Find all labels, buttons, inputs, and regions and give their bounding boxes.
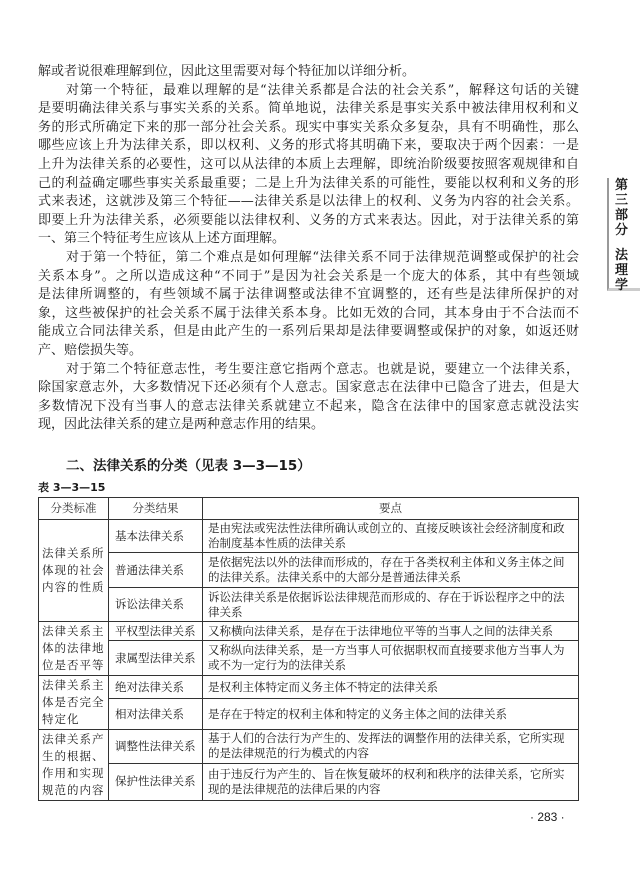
body-line: 对于第一个特征，第二个难点是如何理解“法律关系不同于法律规范调整或保护的社会 <box>66 250 579 265</box>
point-cell: 由于违反行为产生的、旨在恢复破坏的权利和秩序的法律关系，它所实现的是法律规范的法律后果的内容 <box>203 763 579 800</box>
table-row <box>39 553 579 588</box>
table-caption: 表 3—3—15 <box>38 481 106 494</box>
table-row <box>39 588 579 622</box>
table-row <box>39 730 579 764</box>
header-criterion: 分类标准 <box>39 498 109 520</box>
body-line: 是要明确法律关系与事实关系的关系。简单地说，法律关系是事实关系中被法律用权利和义 <box>38 101 579 117</box>
table-row <box>39 676 579 699</box>
body-line: 式来表述，这就涉及第三个特征——法律关系是以法律上的权利、义务为内容的社会关系。 <box>38 194 579 210</box>
point-cell: 又称横向法律关系，是存在于法律地位平等的当事人之间的法律关系 <box>203 622 579 641</box>
result-cell: 绝对法律关系 <box>109 676 203 699</box>
result-cell: 诉讼法律关系 <box>109 588 203 622</box>
point-cell: 是依据宪法以外的法律而形成的，存在于各类权利主体和义务主体之间的法律关系。法律关系中的大部分是普通法律关系 <box>203 553 579 588</box>
criterion-cell: 法律关系主体是否完全特定化 <box>39 676 109 730</box>
result-cell: 平权型法律关系 <box>109 622 203 641</box>
table-row <box>39 622 579 641</box>
page-number: · 283 · <box>530 810 565 824</box>
criterion-cell: 法律关系主体的法律地位是否平等 <box>39 622 109 676</box>
body-line: 己的利益确定哪些事实关系最重要；二是上升为法律关系的可能性，要能以权利和义务的形 <box>38 175 579 191</box>
body-line: 象，这些被保护的社会关系不属于法律关系本身。比如无效的合同，其本身由于不合法而不 <box>38 305 579 321</box>
section-heading: 二、法律关系的分类（见表 3—3—15） <box>66 458 311 474</box>
result-cell: 隶属型法律关系 <box>109 641 203 676</box>
table-header-row <box>39 498 579 520</box>
point-cell: 诉讼法律关系是依据诉讼法律规范而形成的、存在于诉讼程序之中的法律关系 <box>203 588 579 622</box>
body-line: 对第一个特征，最难以理解的是“法律关系都是合法的社会关系”，解释这句话的关键 <box>66 82 579 98</box>
table-row <box>39 520 579 553</box>
side-tab-part: 第三部分 <box>615 178 629 238</box>
classification-table <box>38 497 579 801</box>
body-line: 能成立合同法律关系，但是由此产生的一系列后果却是法律要调整或保护的对象，如返还财 <box>38 324 579 340</box>
side-tab-subject: 法理学 <box>615 248 629 293</box>
body-line: 对于第二个特征意志性，考生要注意它指两个意志。也就是说，要建立一个法律关系， <box>66 361 579 377</box>
point-cell: 是权利主体特定而义务主体不特定的法律关系 <box>203 676 579 699</box>
body-line: 现，因此法律关系的建立是两种意志作用的结果。 <box>38 417 325 433</box>
body-line: 关系本身”。之所以造成这种“不同于”是因为社会关系是一个庞大的体系，其中有些领域 <box>38 268 579 284</box>
body-line: 哪些应该上升为法律关系，即以权利、义务的形式将其明确下来，要取决于两个因素：一是 <box>38 138 579 154</box>
point-cell: 是存在于特定的权利主体和特定的义务主体之间的法律关系 <box>203 699 579 730</box>
table-row <box>39 699 579 730</box>
result-cell: 相对法律关系 <box>109 699 203 730</box>
point-cell: 是由宪法或宪法性法律所确认或创立的、直接反映该社会经济制度和政治制度基本性质的法律关系 <box>203 520 579 553</box>
body-line: 务的形式所确定下来的那一部分社会关系。现实中事实关系众多复杂，具有不明确性，那么 <box>38 119 579 135</box>
point-cell: 又称纵向法律关系，是一方当事人可依据职权而直接要求他方当事人为或不为一定行为的法律关系 <box>203 641 579 676</box>
body-line: 上升为法律关系的必要性，这可以从法律的本质上去理解，即统治阶级要按照客观规律和自 <box>38 157 579 172</box>
body-line: 解或者说很难理解到位，因此这里需要对每个特征加以详细分析。 <box>38 64 416 79</box>
body-line: 一、第三个特征考生应该从上述方面理解。 <box>38 231 286 247</box>
body-line: 是法律所调整的，有些领域不属于法律调整或法律不宜调整的，还有些是法律所保护的对 <box>38 287 579 303</box>
header-result: 分类结果 <box>109 498 203 520</box>
criterion-cell: 法律关系所体现的社会内容的性质 <box>39 520 109 622</box>
body-line: 产、赔偿损失等。 <box>38 343 143 358</box>
body-line: 除国家意志外，大多数情况下还必须有个人意志。国家意志在法律中已隐含了进去，但是大 <box>38 380 579 396</box>
header-points: 要点 <box>203 498 579 520</box>
body-line: 多数情况下没有当事人的意志法律关系就建立不起来，隐含在法律中的国家意志就没法实 <box>38 398 579 414</box>
result-cell: 基本法律关系 <box>109 520 203 553</box>
table-row <box>39 641 579 676</box>
criterion-cell: 法律关系产生的根据、作用和实现规范的内容 <box>39 730 109 801</box>
point-cell: 基于人们的合法行为产生的、发挥法的调整作用的法律关系，它所实现的是法律规范的行为模式的内容 <box>203 730 579 764</box>
result-cell: 保护性法律关系 <box>109 763 203 800</box>
table-row <box>39 763 579 800</box>
body-line: 即要上升为法律关系，必须要能以法律权利、义务的方式来表达。因此，对于法律关系的第 <box>38 212 579 228</box>
result-cell: 普通法律关系 <box>109 553 203 588</box>
section-side-tab <box>607 178 640 291</box>
result-cell: 调整性法律关系 <box>109 730 203 764</box>
